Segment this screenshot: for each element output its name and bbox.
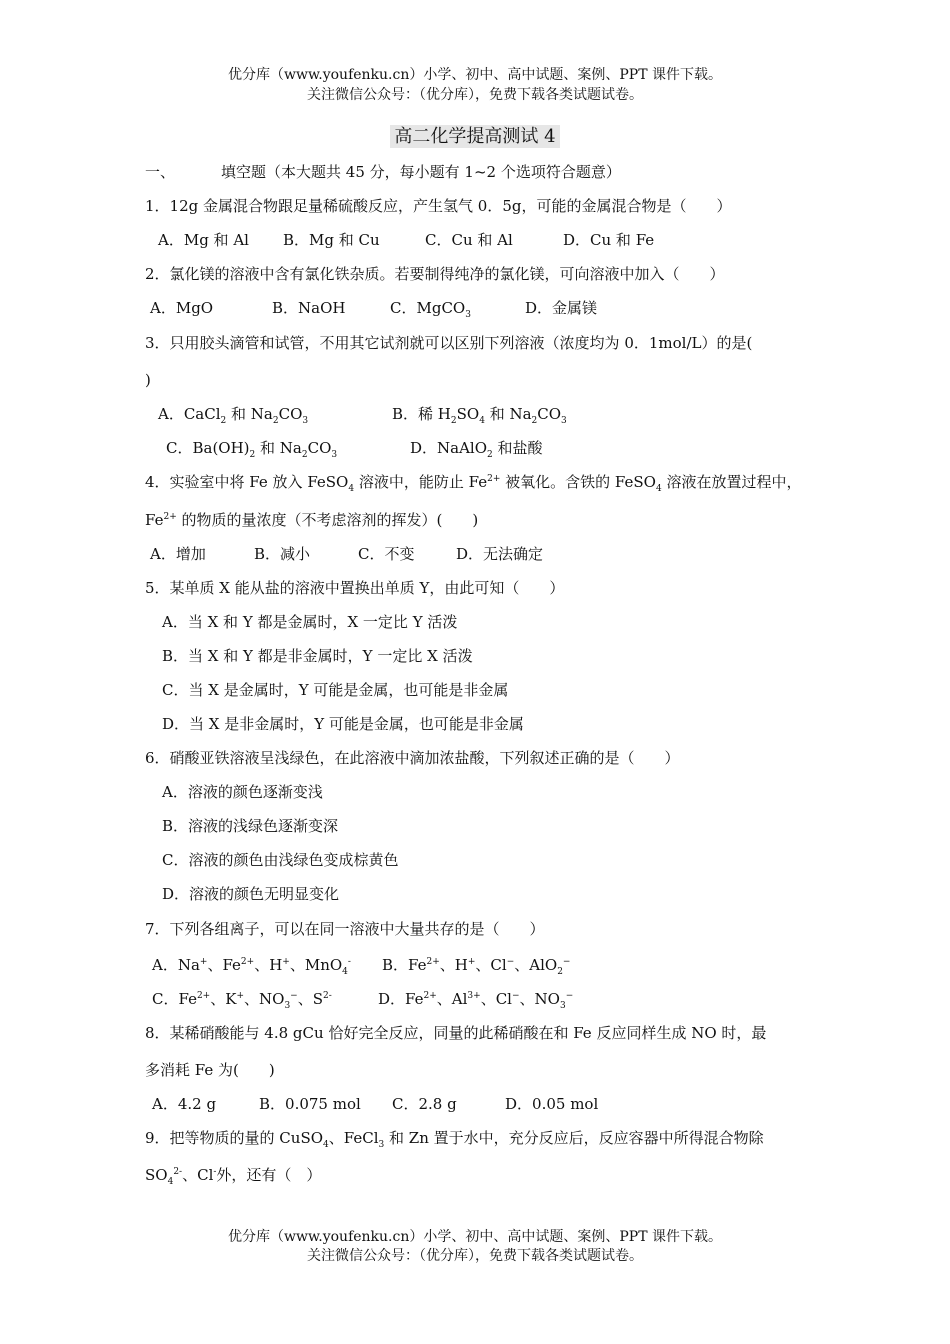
question-1-stem: 1．12g 金属混合物跟足量稀硫酸反应，产生氢气 0．5g，可能的金属混合物是（ ）	[145, 197, 732, 215]
option-d: D．$Fe^{2+}$、$Al^{3+}$、Cl−、$NO_3^-$	[378, 990, 574, 1011]
option-d: D．金属镁	[525, 299, 598, 317]
option-c: C．$Fe^{2+}$、K+、$NO_3^-$、$S^{2-}$	[152, 990, 332, 1011]
option-b: B．当 X 和 Y 都是非金属时，Y 一定比 X 活泼	[162, 647, 473, 665]
question-1-options	[158, 230, 654, 250]
question-6-stem: 6．硝酸亚铁溶液呈浅绿色，在此溶液中滴加浓盐酸，下列叙述正确的是（ ）	[145, 749, 680, 767]
section-heading: 一、 填空题（本大题共 45 分，每小题有 1~2 个选项符合题意）	[145, 163, 621, 181]
page-title: 高二化学提高测试 4	[0, 122, 950, 148]
question-3-options-cd	[166, 438, 543, 458]
question-7-stem: 7．下列各组离子，可以在同一溶液中大量共存的是（ ）	[145, 920, 545, 938]
question-7-options-cd	[152, 989, 573, 1009]
option-c: C．Cu 和 Al	[425, 231, 513, 249]
question-3-stem-cont: )	[145, 371, 151, 389]
question-3-stem: 3．只用胶头滴管和试管，不用其它试剂就可以区别下列溶液（浓度均为 0．1mol/L）的是(	[145, 334, 753, 352]
option-d: D．无法确定	[456, 545, 544, 563]
option-d: D．溶液的颜色无明显变化	[162, 885, 340, 903]
option-c: C．不变	[358, 545, 415, 563]
footer-line-2: 关注微信公众号：（优分库），免费下载各类试题试卷。	[307, 1248, 643, 1264]
option-c: C．MgCO$_3$	[390, 299, 471, 320]
question-8-stem: 8．某稀硝酸能与 4.8 gCu 恰好完全反应，同量的此稀硝酸在和 Fe 反应同样生成 NO 时，最	[145, 1024, 767, 1042]
option-a: A．Mg 和 Al	[158, 231, 249, 249]
option-b: B．Mg 和 Cu	[283, 231, 380, 249]
question-4-stem: 4．实验室中将 Fe 放入 FeSO$_4$ 溶液中，能防止 $Fe^{2+}$ 被氧化。含铁的 FeSO$_4$ 溶液在放置过程中，	[145, 473, 802, 494]
question-2-options	[150, 298, 597, 318]
option-a: A．MgO	[150, 299, 214, 317]
question-4-options	[150, 544, 543, 564]
option-b: B．NaOH	[272, 299, 346, 317]
question-9-stem: 9．把等物质的量的 CuSO$_4$、FeCl$_3$ 和 Zn 置于水中，充分反应后，反应容器中所得混合物除	[145, 1129, 764, 1150]
option-a: A．CaCl$_2$ 和 $Na_2CO_3$	[158, 405, 309, 426]
question-4-stem-cont: $Fe^{2+}$ 的物质的量浓度（不考虑溶剂的挥发）( )	[145, 511, 479, 529]
question-5-stem: 5．某单质 X 能从盐的溶液中置换出单质 Y，由此可知（ ）	[145, 579, 565, 597]
option-c: C．溶液的颜色由浅绿色变成棕黄色	[162, 851, 399, 869]
option-a: A．溶液的颜色逐渐变浅	[162, 783, 323, 801]
option-a: A．4.2 g	[152, 1095, 217, 1113]
option-d: D．Cu 和 Fe	[563, 231, 655, 249]
question-2-stem: 2．氯化镁的溶液中含有氯化铁杂质。若要制得纯净的氯化镁，可向溶液中加入（ ）	[145, 265, 725, 283]
option-d: D．当 X 是非金属时，Y 可能是金属，也可能是非金属	[162, 715, 524, 733]
question-7-options-ab	[152, 955, 570, 975]
header-line-1: 优分库（www.youfenku.cn）小学、初中、高中试题、案例、PPT 课件下载。	[227, 67, 722, 83]
option-b: B．$Fe^{2+}$、H+、Cl−、AlO$_2$−	[382, 956, 571, 977]
option-d: D．0.05 mol	[505, 1095, 599, 1113]
question-8-stem-cont: 多消耗 Fe 为( )	[145, 1061, 275, 1079]
question-8-options	[152, 1094, 598, 1114]
option-b: B．稀 $H_2SO_4$ 和 $Na_2CO_3$	[392, 405, 567, 426]
option-c: C．当 X 是金属时，Y 可能是金属，也可能是非金属	[162, 681, 509, 699]
option-b: B．减小	[254, 545, 311, 563]
option-b: B．0.075 mol	[259, 1095, 361, 1113]
option-c: C．2.8 g	[392, 1095, 457, 1113]
option-a: A．当 X 和 Y 都是金属时，X 一定比 Y 活泼	[162, 613, 458, 631]
option-a: A．Na+、$Fe^{2+}$、H+、MnO$_4$-	[152, 956, 351, 977]
option-c: C．$Ba(OH)_2$ 和 $Na_2CO_3$	[166, 439, 338, 460]
footer-line-1: 优分库（www.youfenku.cn）小学、初中、高中试题、案例、PPT 课件下载。	[227, 1229, 722, 1245]
header-line-2: 关注微信公众号：（优分库），免费下载各类试题试卷。	[307, 87, 643, 103]
option-d: D．NaAlO$_2$ 和盐酸	[410, 439, 543, 460]
option-a: A．增加	[150, 545, 206, 563]
option-b: B．溶液的浅绿色逐渐变深	[162, 817, 339, 835]
question-3-options-ab	[158, 404, 567, 424]
question-9-stem-cont: $SO_4^{2-}$、Cl-外，还有（ ）	[145, 1166, 322, 1187]
